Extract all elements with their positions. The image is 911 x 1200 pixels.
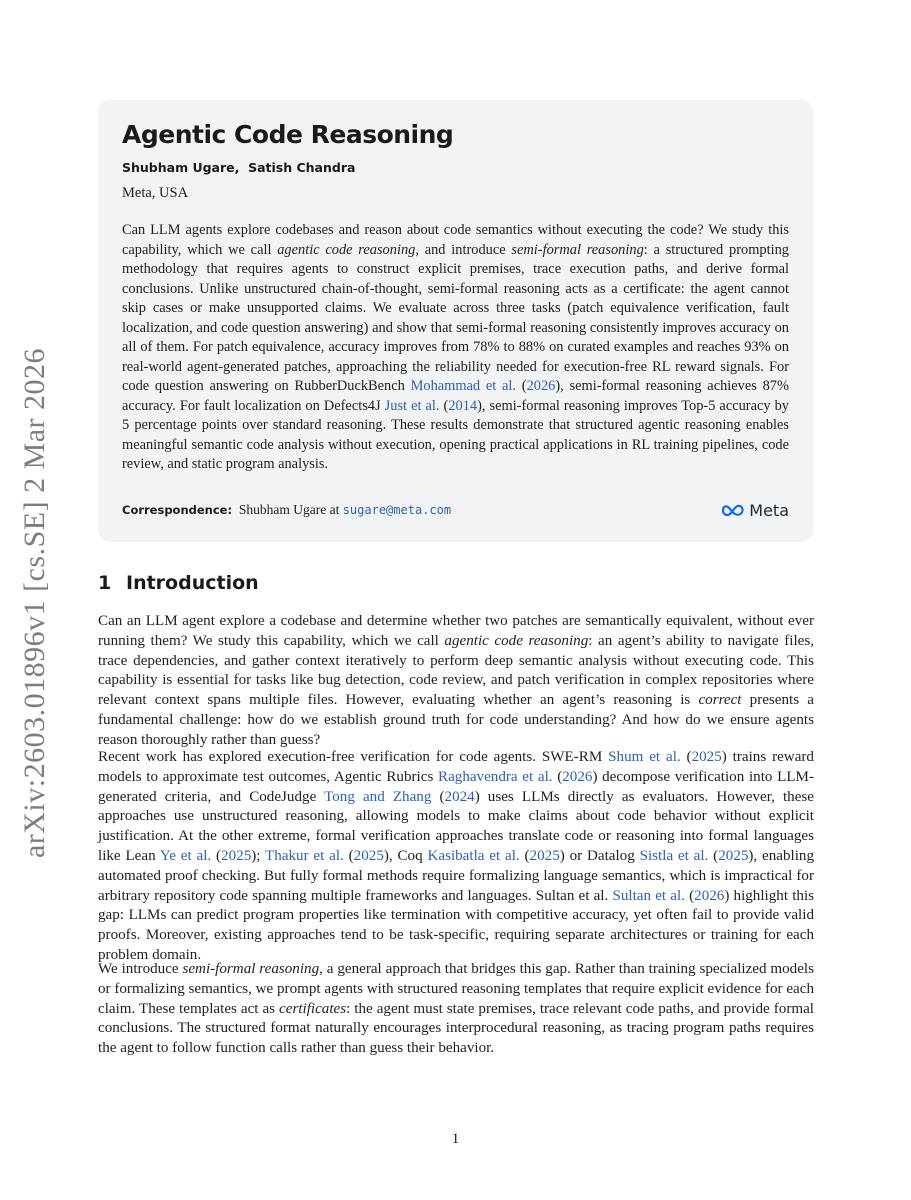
title-abstract-box (98, 100, 813, 542)
meta-logo-text: Meta (749, 501, 789, 520)
arxiv-sidebar (0, 0, 70, 1200)
correspondence-email-link[interactable]: sugare@meta.com (342, 503, 452, 517)
citation-link[interactable]: 2025 (529, 847, 560, 864)
section-heading-introduction (98, 572, 259, 594)
citation-link[interactable]: 2024 (444, 788, 475, 805)
citation-link[interactable]: Tong and Zhang (324, 788, 432, 805)
citation-link[interactable]: Just et al. (384, 397, 440, 414)
intro-paragraph-3: We introduce semi-formal reasoning, a general approach that bridges this gap. Rather than training specialized models or formalizing semantics, we prompt agents with structured reasoning templates that require explicit evidence for each claim. These templates act as certificates: the agent must state premises, trace relevant code paths, and provide formal conclusions. The structured format naturally encourages interprocedural reasoning, as tracing program paths requires the agent to follow function calls rather than guess their behavior. (98, 961, 814, 1057)
citation-link[interactable]: Sistla et al. (639, 847, 709, 864)
citation-link[interactable]: 2014 (448, 397, 478, 414)
author-name: Satish Chandra (248, 160, 356, 175)
affiliation: Meta, USA (122, 185, 189, 201)
citation-link[interactable]: 2026 (526, 378, 556, 394)
citation-link[interactable]: Kasibatla et al. (427, 847, 520, 864)
correspondence: Correspondence: Shubham Ugare at sugare@meta.com (122, 502, 452, 517)
citation-link[interactable]: 2025 (691, 749, 722, 765)
citation-link[interactable]: Thakur et al. (265, 847, 344, 864)
section-number: 1 (98, 572, 112, 594)
author-name: Shubham Ugare (122, 160, 235, 175)
meta-logo (721, 501, 789, 520)
intro-paragraph-2: Recent work has explored execution-free verification for code agents. SWE-RM Shum et al. (2025) trains reward models to approximate test outcomes, Agentic Rubrics Raghavendra et al. (2026) decompose verification into LLM-generated criteria, and CodeJudge Tong and Zhang (2024) uses LLMs directly as evaluators. However, these approaches use unstructured reasoning, allowing models to make claims about code behavior without explicit justification. At the other extreme, formal verification approaches translate code or reasoning into formal languages like Lean Ye et al. (2025); Thakur et al. (2025), Coq Kasibatla et al. (2025) or Datalog Sistla et al. (2025), enabling automated proof checking. But fully formal methods require formalizing language semantics, which is impractical for arbitrary repository code spanning multiple frameworks and languages. Sultan et al. Sultan et al. (2026) highlight this gap: LLMs can predict program properties like termination with competitive accuracy, yet often fail to provide valid proofs. Moreover, existing approaches tend to be task-specific, requiring separate architectures or training for each problem domain. (98, 749, 815, 963)
citation-link[interactable]: Sultan et al. (612, 887, 685, 904)
intro-paragraph-1: Can an LLM agent explore a codebase and determine whether two patches are semantically equivalent, without ever running them? We study this capability, which we call agentic code reasoning: an agent’s ability to navigate files, trace dependencies, and gather context iteratively to perform deep semantic analysis without executing code. This capability is essential for tasks like bug detection, code review, and patch verification in complex repositories where relevant context spans multiple files. However, evaluating whether an agent’s reasoning is correct presents a fundamental challenge: how do we establish ground truth for code understanding? And how do we ensure agents reason thoroughly rather than guess? (98, 613, 815, 748)
citation-link[interactable]: Mohammad et al. (410, 378, 517, 394)
section-title: Introduction (126, 572, 259, 594)
arxiv-stamp: arXiv:2603.01896v1 [cs.SE] 2 Mar 2026 (18, 347, 51, 859)
citation-link[interactable]: 2025 (221, 847, 252, 864)
meta-infinity-icon (721, 504, 745, 517)
correspondence-label: Correspondence: (122, 503, 233, 517)
citation-link[interactable]: 2025 (718, 847, 749, 864)
citation-link[interactable]: Shum et al. (608, 749, 681, 765)
citation-link[interactable]: Raghavendra et al. (438, 768, 553, 785)
paper-title: Agentic Code Reasoning (122, 120, 454, 149)
citation-link[interactable]: 2025 (353, 847, 384, 864)
author-list: Shubham Ugare, Satish Chandra (122, 160, 356, 175)
citation-link[interactable]: 2026 (562, 768, 593, 785)
abstract: Can LLM agents explore codebases and reason about code semantics without executing the code? We study this capability, which we call agentic code reasoning, and introduce semi-formal reasoning: a structured prompting methodology that requires agents to construct explicit premises, trace execution paths, and derive formal conclusions. Unlike unstructured chain-of-thought, semi-formal reasoning acts as a certificate: the agent cannot skip cases or make unsupported claims. We evaluate across three tasks (patch equivalence verification, fault localization, and code question answering) and show that semi-formal reasoning consistently improves accuracy on all of them. For patch equivalence, accuracy improves from 78% to 88% on curated examples and reaches 93% on real-world agent-generated patches, approaching the reliability needed for execution-free RL reward signals. For code question answering on RubberDuckBench Mohammad et al. (2026), semi-formal reasoning achieves 87% accuracy. For fault localization on Defects4J Just et al. (2014), semi-formal reasoning improves Top-5 accuracy by 5 percentage points over standard reasoning. These results demonstrate that structured agentic reasoning enables meaningful semantic code analysis without execution, opening practical applications in RL training pipelines, code review, and static program analysis. (122, 222, 789, 472)
citation-link[interactable]: 2026 (694, 887, 725, 904)
page-number: 1 (451, 1131, 460, 1147)
citation-link[interactable]: Ye et al. (159, 847, 212, 864)
